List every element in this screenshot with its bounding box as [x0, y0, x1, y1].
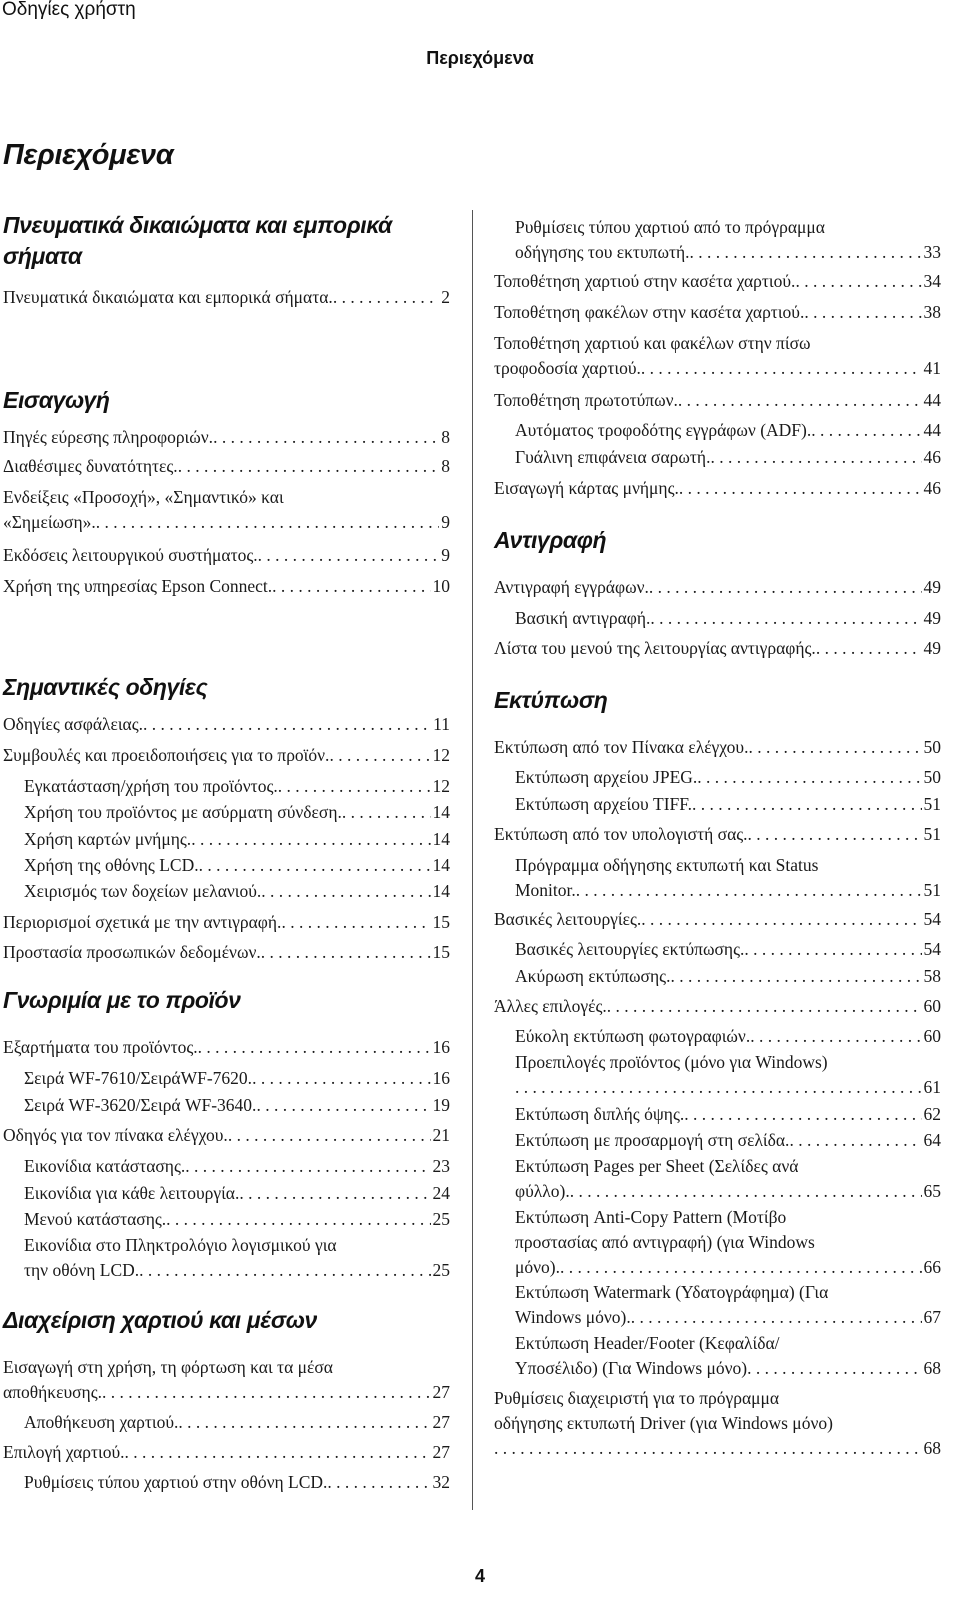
dot-leader [252, 1066, 430, 1091]
toc-page-number: 23 [432, 1156, 450, 1176]
dot-leader [697, 765, 921, 790]
toc-page-number: 58 [923, 966, 941, 986]
toc-page-number: 33 [923, 242, 941, 262]
toc-entry-text: Εύκολη εκτύπωση φωτογραφιών. [515, 1026, 751, 1046]
toc-page-number: 9 [441, 512, 450, 532]
toc-entry[interactable] [3, 1440, 450, 1465]
toc-entry-text: Εκτύπωση Anti-Copy Pattern (Μοτίβο [515, 1207, 787, 1227]
dot-leader [576, 878, 922, 903]
dot-leader [795, 269, 921, 294]
toc-entry-text: φύλλο). [515, 1181, 570, 1201]
toc-entry-text: Εκτύπωση αρχείου TIFF. [515, 794, 692, 814]
toc-subentry[interactable] [515, 1331, 941, 1381]
toc-page-number: 51 [923, 824, 941, 844]
toc-page-number: 54 [923, 909, 941, 929]
dot-leader [804, 300, 921, 325]
toc-entry[interactable] [494, 1386, 941, 1461]
toc-entry-text: Προεπιλογές προϊόντος (μόνο για Windows) [515, 1052, 828, 1072]
dot-leader [191, 827, 430, 852]
dot-leader [750, 1024, 921, 1049]
toc-page-number: 46 [923, 478, 941, 498]
toc-page-number: 9 [441, 545, 450, 565]
toc-subentry[interactable] [24, 1207, 450, 1232]
dot-leader [670, 964, 921, 989]
toc-entry-text: Εκτύπωση με προσαρμογή στη σελίδα. [515, 1130, 790, 1150]
toc-entry[interactable] [3, 454, 450, 479]
toc-entry-text: Σειρά WF-7610/ΣειράWF-7620. [24, 1068, 253, 1088]
dot-leader [641, 907, 921, 932]
toc-entry-text: «Σημείωση». [3, 512, 96, 532]
dot-leader [278, 774, 431, 799]
dot-leader [327, 1470, 430, 1495]
toc-page-number: 64 [923, 1130, 941, 1150]
dot-leader [102, 1380, 430, 1405]
toc-entry[interactable] [494, 476, 941, 501]
toc-page-number: 46 [923, 447, 941, 467]
dot-leader [811, 418, 921, 443]
dot-leader [747, 1356, 921, 1381]
section-heading [3, 210, 392, 272]
toc-subentry[interactable] [24, 1470, 450, 1495]
toc-entry-text: Εκτύπωση από τον Πίνακα ελέγχου. [494, 737, 749, 757]
section-heading-line: Γνωριμία με το προϊόν [3, 987, 241, 1013]
dot-leader [816, 636, 922, 661]
toc-entry-text: Άλλες επιλογές. [494, 996, 607, 1016]
dot-leader [649, 575, 922, 600]
toc-entry-text: Πρόγραμμα οδήγησης εκτυπωτή και Status [515, 855, 819, 875]
toc-subentry[interactable] [515, 1050, 941, 1100]
toc-subentry[interactable] [515, 1205, 941, 1280]
toc-entry-text: Χειρισμός των δοχείων μελανιού. [24, 881, 262, 901]
dot-leader [139, 1258, 430, 1283]
toc-page-number: 12 [432, 776, 450, 796]
toc-entry-text: Τοποθέτηση χαρτιού στην κασέτα χαρτιού. [494, 271, 796, 291]
toc-entry[interactable] [3, 910, 450, 935]
toc-entry-text: Ρυθμίσεις τύπου χαρτιού στην οθόνη LCD. [24, 1472, 328, 1492]
toc-page-number: 24 [432, 1183, 450, 1203]
toc-page-number: 14 [432, 802, 450, 822]
toc-entry-text: Λίστα του μενού της λειτουργίας αντιγραφής. [494, 638, 816, 658]
dot-leader [185, 1154, 430, 1179]
toc-entry-text: Εισαγωγή στη χρήση, τη φόρτωση και τα μέσα [3, 1357, 333, 1377]
toc-page-number: 12 [432, 745, 450, 765]
dot-leader [143, 712, 431, 737]
toc-entry-text: Εξαρτήματα του προϊόντος. [3, 1037, 198, 1057]
toc-subentry[interactable] [24, 1410, 450, 1435]
toc-page-number: 11 [433, 714, 450, 734]
dot-leader [607, 994, 922, 1019]
toc-page-number: 27 [432, 1442, 450, 1462]
toc-page-number: 15 [432, 912, 450, 932]
toc-page-number: 50 [923, 737, 941, 757]
toc-entry-text: Εκτύπωση από τον υπολογιστή σας. [494, 824, 748, 844]
toc-entry-text: Ρυθμίσεις τύπου χαρτιού από το πρόγραμμα [515, 217, 825, 237]
toc-page-number: 51 [923, 880, 941, 900]
toc-page-number: 62 [923, 1104, 941, 1124]
dot-leader [342, 800, 431, 825]
toc-subentry[interactable] [24, 1233, 450, 1283]
toc-subentry[interactable] [24, 1066, 450, 1091]
toc-entry-text: Εκτύπωση αρχείου JPEG. [515, 767, 698, 787]
toc-entry[interactable] [494, 388, 941, 413]
toc-entry-text: Χρήση της οθόνης LCD. [24, 855, 199, 875]
toc-entry[interactable] [494, 300, 941, 325]
toc-page-number: 65 [923, 1181, 941, 1201]
toc-subentry[interactable] [24, 853, 450, 878]
toc-page-number: 60 [923, 1026, 941, 1046]
toc-page-number: 2 [441, 287, 450, 307]
toc-entry-text: Τοποθέτηση πρωτοτύπων. [494, 390, 678, 410]
toc-entry-text: Εικονίδια για κάθε λειτουργία. [24, 1183, 240, 1203]
toc-entry[interactable] [494, 269, 941, 294]
toc-entry-text: Εγκατάσταση/χρήση του προϊόντος. [24, 776, 278, 796]
toc-page-number: 54 [923, 939, 941, 959]
toc-subentry[interactable] [24, 1181, 450, 1206]
dot-leader [679, 476, 922, 501]
dot-leader [789, 1128, 921, 1153]
section-heading [3, 385, 109, 416]
toc-entry-text: αποθήκευσης. [3, 1382, 103, 1402]
toc-entry-text: Προστασία προσωπικών δεδομένων. [3, 942, 261, 962]
dot-leader [690, 240, 922, 265]
section-heading [3, 672, 207, 703]
section-heading-line: Διαχείριση χαρτιού και μέσων [3, 1307, 317, 1333]
dot-leader [166, 1207, 430, 1232]
section-heading [3, 985, 241, 1016]
section-heading-line: Σημαντικές οδηγίες [3, 674, 208, 700]
toc-page-number: 27 [432, 1382, 450, 1402]
toc-entry-text: Ενδείξεις «Προσοχή», «Σημαντικό» και [3, 487, 284, 507]
toc-subentry[interactable] [515, 1154, 941, 1204]
toc-page-number: 49 [923, 638, 941, 658]
toc-entry-text: Εκτύπωση Pages per Sheet (Σελίδες ανά [515, 1156, 799, 1176]
toc-entry[interactable] [494, 575, 941, 600]
toc-page-number: 51 [923, 794, 941, 814]
toc-subentry[interactable] [24, 827, 450, 852]
dot-leader [560, 1255, 922, 1280]
toc-subentry[interactable] [24, 1154, 450, 1179]
toc-page-number: 49 [923, 608, 941, 628]
toc-entry-text: Γυάλινη επιφάνεια σαρωτή. [515, 447, 711, 467]
toc-entry[interactable] [3, 940, 450, 965]
toc-entry[interactable] [3, 712, 450, 737]
toc-entry[interactable] [3, 574, 450, 599]
toc-page-number: 25 [432, 1260, 450, 1280]
toc-entry-text: Αυτόματος τροφοδότης εγγράφων (ADF). [515, 420, 812, 440]
toc-entry-text: Εικονίδια κατάστασης. [24, 1156, 186, 1176]
toc-entry[interactable] [3, 743, 450, 768]
toc-subentry[interactable] [24, 1093, 450, 1118]
toc-page-number: 68 [923, 1358, 941, 1378]
toc-entry[interactable] [494, 735, 941, 760]
toc-page-number: 61 [923, 1077, 941, 1097]
toc-page-number: 10 [432, 576, 450, 596]
toc-subentry[interactable] [515, 853, 941, 903]
toc-subentry[interactable] [515, 964, 941, 989]
dot-leader [650, 606, 921, 631]
dot-leader [213, 425, 439, 450]
toc-subentry[interactable] [515, 765, 941, 790]
toc-page-number: 8 [441, 456, 450, 476]
toc-entry-text: την οθόνη LCD. [24, 1260, 140, 1280]
toc-page-number: 50 [923, 767, 941, 787]
toc-page-number: 34 [923, 271, 941, 291]
dot-leader [333, 285, 439, 310]
toc-page-number: 49 [923, 577, 941, 597]
dot-leader [684, 1102, 921, 1127]
section-heading-line: Πνευματικά δικαιώματα και εμπορικά [3, 212, 392, 238]
toc-entry[interactable] [3, 485, 450, 535]
toc-page-number: 14 [432, 829, 450, 849]
toc-entry-text: Τοποθέτηση φακέλων στην κασέτα χαρτιού. [494, 302, 805, 322]
toc-entry-text: Εισαγωγή κάρτας μνήμης. [494, 478, 679, 498]
toc-subentry[interactable] [515, 606, 941, 631]
toc-entry-text: Εικονίδια στο Πληκτρολόγιο λογισμικού για [24, 1235, 337, 1255]
toc-entry-text: Οδηγός για τον πίνακα ελέγχου. [3, 1125, 228, 1145]
toc-entry[interactable] [3, 285, 450, 310]
section-heading-line: σήματα [3, 243, 82, 269]
toc-entry-text: Βασική αντιγραφή. [515, 608, 651, 628]
dot-leader [125, 1440, 431, 1465]
toc-entry[interactable] [494, 636, 941, 661]
toc-page-number: 25 [432, 1209, 450, 1229]
toc-entry-text: Windows μόνο). [515, 1307, 631, 1327]
dot-leader [178, 1410, 430, 1435]
section-heading-line: Αντιγραφή [494, 527, 607, 553]
toc-subentry[interactable] [515, 937, 941, 962]
toc-page-number: 14 [432, 855, 450, 875]
toc-entry-text: Εκτύπωση Watermark (Υδατογράφημα) (Για [515, 1282, 829, 1302]
toc-page-number: 44 [923, 420, 941, 440]
dot-leader [261, 879, 430, 904]
section-heading [494, 685, 607, 716]
toc-entry-text: οδήγησης εκτυπωτή Driver (για Windows μόνο) [494, 1413, 833, 1433]
dot-leader [570, 1179, 922, 1204]
dot-leader [96, 510, 439, 535]
dot-leader [641, 356, 922, 381]
dot-leader [239, 1181, 430, 1206]
dot-leader [631, 1305, 922, 1330]
dot-leader [228, 1123, 431, 1148]
toc-page-number: 14 [432, 881, 450, 901]
toc-entry-text: Ρυθμίσεις διαχειριστή για το πρόγραμμα [494, 1388, 780, 1408]
toc-entry-text: Πηγές εύρεσης πληροφοριών. [3, 427, 214, 447]
toc-page-number: 8 [441, 427, 450, 447]
toc-entry-text: Πνευματικά δικαιώματα και εμπορικά σήματα. [3, 287, 333, 307]
toc-entry-text: Μενού κατάστασης. [24, 1209, 167, 1229]
toc-entry-text: Αποθήκευση χαρτιού. [24, 1412, 179, 1432]
toc-subentry[interactable] [515, 418, 941, 443]
toc-entry[interactable] [3, 1123, 450, 1148]
toc-subentry[interactable] [515, 792, 941, 817]
toc-entry-text: τροφοδοσία χαρτιού. [494, 358, 641, 378]
toc-entry[interactable] [494, 907, 941, 932]
toc-entry-text: Χρήση καρτών μνήμης. [24, 829, 192, 849]
toc-subentry[interactable] [515, 1280, 941, 1330]
toc-subentry[interactable] [515, 215, 941, 265]
toc-entry-text: Επιλογή χαρτιού. [3, 1442, 125, 1462]
toc-entry[interactable] [3, 543, 450, 568]
toc-entry-text: Αντιγραφή εγγράφων. [494, 577, 649, 597]
toc-entry-text: Συμβουλές και προειδοποιήσεις για το προϊόν. [3, 745, 330, 765]
toc-entry-text: Εκδόσεις λειτουργικού συστήματος. [3, 545, 258, 565]
section-heading-line: Εισαγωγή [3, 387, 110, 413]
column-divider [472, 210, 473, 1510]
running-title: Περιεχόμενα [426, 48, 534, 68]
toc-entry-text: Τοποθέτηση χαρτιού και φακέλων στην πίσω [494, 333, 811, 353]
page-title: Περιεχόμενα [3, 139, 174, 171]
toc-page-number: 16 [432, 1037, 450, 1057]
toc-entry[interactable] [494, 822, 941, 847]
toc-page-number: 16 [432, 1068, 450, 1088]
toc-entry-text: οδήγησης του εκτυπωτή. [515, 242, 690, 262]
section-heading-line: Εκτύπωση [494, 687, 608, 713]
running-header: Οδηγίες χρήστη [2, 0, 136, 20]
dot-leader [748, 735, 921, 760]
dot-leader [178, 454, 440, 479]
toc-entry-text: Περιορισμοί σχετικά με την αντιγραφή. [3, 912, 282, 932]
toc-entry-text: Διαθέσιμες δυνατότητες. [3, 456, 178, 476]
toc-entry-text: Monitor. [515, 880, 576, 900]
toc-entry-text: Υποσέλιδο) (Για Windows μόνο) [515, 1358, 748, 1378]
toc-page-number: 27 [432, 1412, 450, 1432]
toc-entry-text: Χρήση του προϊόντος με ασύρματη σύνδεση. [24, 802, 342, 822]
dot-leader [515, 1075, 922, 1100]
dot-leader [258, 543, 440, 568]
toc-subentry[interactable] [24, 879, 450, 904]
section-heading [494, 525, 606, 556]
dot-leader [281, 910, 430, 935]
dot-leader [748, 822, 922, 847]
toc-entry-text: Βασικές λειτουργίες. [494, 909, 642, 929]
dot-leader [261, 940, 431, 965]
toc-subentry[interactable] [515, 1102, 941, 1127]
dot-leader [710, 445, 921, 470]
toc-subentry[interactable] [515, 1128, 941, 1153]
toc-page-number: 15 [432, 942, 450, 962]
toc-page-number: 41 [923, 358, 941, 378]
toc-page-number: 67 [923, 1307, 941, 1327]
toc-subentry[interactable] [515, 1024, 941, 1049]
toc-page-number: 66 [923, 1257, 941, 1277]
toc-entry-text: Σειρά WF-3620/Σειρά WF-3640. [24, 1095, 257, 1115]
toc-entry-text: Οδηγίες ασφάλειας. [3, 714, 144, 734]
toc-entry[interactable] [3, 425, 450, 450]
toc-entry[interactable] [3, 1355, 450, 1405]
toc-entry[interactable] [3, 1035, 450, 1060]
dot-leader [199, 853, 431, 878]
toc-subentry[interactable] [515, 445, 941, 470]
toc-entry-text: Ακύρωση εκτύπωσης. [515, 966, 671, 986]
page-number: 4 [474, 1566, 485, 1586]
toc-page-number: 19 [432, 1095, 450, 1115]
dot-leader [494, 1436, 922, 1461]
toc-page-number: 21 [432, 1125, 450, 1145]
toc-entry-text: προστασίας από αντιγραφή) (για Windows [515, 1232, 815, 1252]
toc-entry-text: Βασικές λειτουργίες εκτύπωσης. [515, 939, 745, 959]
toc-page-number: 44 [923, 390, 941, 410]
toc-entry-text: Χρήση της υπηρεσίας Epson Connect. [3, 576, 273, 596]
section-heading [3, 1305, 317, 1336]
toc-page-number: 38 [923, 302, 941, 322]
dot-leader [692, 792, 922, 817]
toc-entry-text: Εκτύπωση διπλής όψης. [515, 1104, 685, 1124]
toc-entry[interactable] [494, 994, 941, 1019]
toc-entry-text: Εκτύπωση Header/Footer (Κεφαλίδα/ [515, 1333, 780, 1353]
toc-page-number: 68 [923, 1438, 941, 1458]
toc-page-number: 60 [923, 996, 941, 1016]
toc-subentry[interactable] [24, 774, 450, 799]
dot-leader [256, 1093, 430, 1118]
dot-leader [329, 743, 430, 768]
toc-subentry[interactable] [24, 800, 450, 825]
dot-leader [272, 574, 430, 599]
toc-entry-text: μόνο). [515, 1257, 560, 1277]
dot-leader [678, 388, 922, 413]
toc-entry[interactable] [494, 331, 941, 381]
dot-leader [198, 1035, 431, 1060]
dot-leader [744, 937, 921, 962]
toc-page-number: 32 [432, 1472, 450, 1492]
